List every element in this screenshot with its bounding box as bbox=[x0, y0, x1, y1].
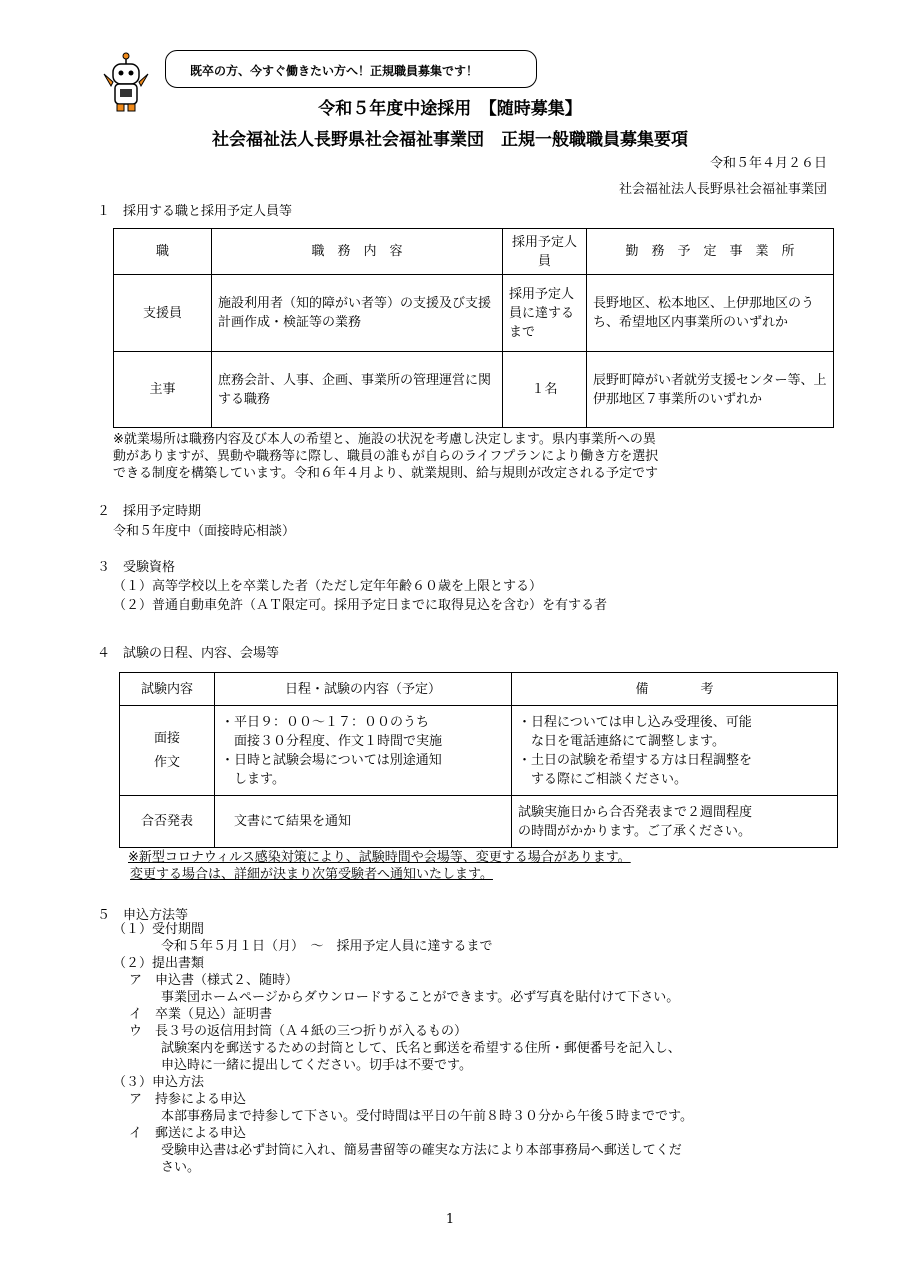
job-count: １名 bbox=[503, 352, 587, 428]
exam-kind: 面接 作文 bbox=[120, 706, 215, 796]
page-subtitle: 社会福祉法人長野県社会福祉事業団 正規一般職職員募集要項 bbox=[212, 130, 688, 150]
job-duties: 施設利用者（知的障がい者等）の支援及び支援計画作成・検証等の業務 bbox=[212, 275, 503, 352]
job-office: 長野地区、松本地区、上伊那地区のうち、希望地区内事業所のいずれか bbox=[587, 275, 834, 352]
section3-heading: ３ 受験資格 bbox=[97, 560, 176, 575]
job-office: 辰野町障がい者就労支援センター等、上伊那地区７事業所のいずれか bbox=[587, 352, 834, 428]
qualification-item: （１）高等学校以上を卒業した者（ただし定年年齢６０歳を上限とする） bbox=[113, 579, 543, 594]
exam-table-header-remarks: 備 考 bbox=[512, 673, 838, 706]
section5-body: （１）受付期間 令和５年５月１日（月） ～ 採用予定人員に達するまで （２）提出書類 ア 申込書（様式２、随時） 事業団ホームページからダウンロードすることができます。必ず写真を貼付けて下さい。 イ 卒業（見込）証明書 ウ 長３号の返信用封筒（Ａ４紙の三つ折りが入るもの） 試験案内を郵送するための封筒として、氏名と郵送を希望する住所・郵便番号を記入し、 申込時に一緒に提出してください。切手は不要です。 （３）申込方法 ア 持参による申込 本部事務局まで持参して下さい。受付時間は平日の午前８時３０分から午後５時までです。 イ 郵送による申込 受験申込書は必ず封筒に入れ、簡易書留等の確実な方法により本部事務局へ郵送してくだ さい。 bbox=[113, 922, 693, 1175]
organization-name: 社会福祉法人長野県社会福祉事業団 bbox=[618, 182, 827, 197]
job-table-header-count: 採用予定人員 bbox=[503, 229, 587, 275]
bubble-text: 既卒の方、今すぐ働きたい方へ！正規職員募集です！ bbox=[190, 64, 479, 78]
qualification-item: （２）普通自動車免許（ＡＴ限定可。採用予定日までに取得見込を含む）を有する者 bbox=[113, 598, 608, 613]
page-number: 1 bbox=[445, 1212, 455, 1227]
job-table-header-duties: 職 務 内 容 bbox=[212, 229, 503, 275]
exam-remarks: 試験実施日から合否発表まで２週間程度 の時間がかかります。ご了承ください。 bbox=[512, 796, 838, 848]
table-row bbox=[114, 275, 834, 352]
job-table-header-office: 勤 務 予 定 事 業 所 bbox=[587, 229, 834, 275]
section2-heading: ２ 採用予定時期 bbox=[97, 504, 202, 519]
exam-table-header-schedule: 日程・試験の内容（予定） bbox=[215, 673, 512, 706]
job-duties: 庶務会計、人事、企画、事業所の管理運営に関する職務 bbox=[212, 352, 503, 428]
section1-heading: １ 採用する職と採用予定人員等 bbox=[97, 204, 293, 219]
table-row bbox=[120, 796, 838, 848]
exam-table-header-kind: 試験内容 bbox=[120, 673, 215, 706]
exam-remarks: ・日程については申し込み受理後、可能 な日を電話連絡にて調整します。 ・土日の試験を希望する方は日程調整を する際にご相談ください。 bbox=[512, 706, 838, 796]
page-title: 令和５年度中途採用 【随時募集】 bbox=[318, 99, 582, 119]
exam-schedule: ・平日９：００～１７：００のうち 面接３０分程度、作文１時間で実施 ・日時と試験会場については別途通知 します。 bbox=[215, 706, 512, 796]
section4-heading: ４ 試験の日程、内容、会場等 bbox=[97, 646, 280, 661]
job-table bbox=[113, 228, 834, 428]
exam-table bbox=[119, 672, 838, 848]
job-count: 採用予定人員に達するまで bbox=[503, 275, 587, 352]
section1-note: ※就業場所は職務内容及び本人の希望と、施設の状況を考慮し決定します。県内事業所への異 動がありますが、異動や職務等に際し、職員の誰もが自らのライフプランにより働き方を選択 できる制度を構築しています。令和６年４月より、就業規則、給与規則が改定される予定です bbox=[113, 432, 659, 481]
job-name: 支援員 bbox=[114, 275, 212, 352]
section5-heading: ５ 申込方法等 bbox=[97, 908, 189, 923]
exam-schedule: 文書にて結果を通知 bbox=[215, 796, 512, 848]
section2-text: 令和５年度中（面接時応相談） bbox=[113, 524, 296, 539]
section4-note: ※新型コロナウィルス感染対策により、試験時間や会場等、変更する場合があります。 変更する場合は、詳細が決まり次第受験者へ通知いたします。 bbox=[128, 850, 631, 882]
issue-date: 令和５年４月２６日 bbox=[709, 156, 827, 171]
job-table-header-job: 職 bbox=[114, 229, 212, 275]
table-row bbox=[114, 352, 834, 428]
job-name: 主事 bbox=[114, 352, 212, 428]
table-row bbox=[120, 706, 838, 796]
exam-kind: 合否発表 bbox=[120, 796, 215, 848]
